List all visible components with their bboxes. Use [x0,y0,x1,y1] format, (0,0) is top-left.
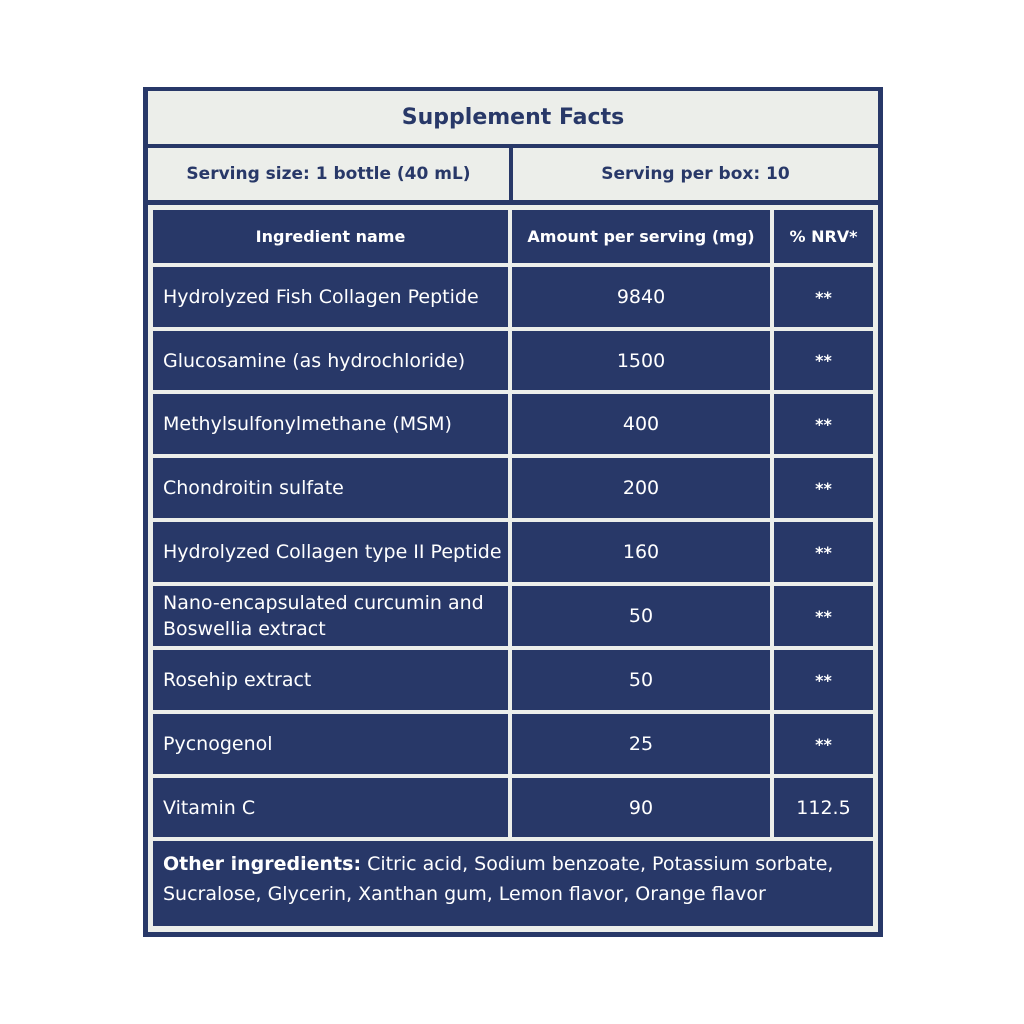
table-row-nrv: ** [774,714,873,774]
table-row-name: Vitamin C [153,778,508,837]
table-row-nrv: ** [774,522,873,582]
header-nrv: % NRV* [774,210,873,263]
table-row-amount: 9840 [512,267,770,327]
table-row-amount: 25 [512,714,770,774]
table-row-name: Hydrolyzed Collagen type II Peptide [153,522,508,582]
table-row-amount: 90 [512,778,770,837]
table-row-amount: 200 [512,458,770,518]
table-row-name: Hydrolyzed Fish Collagen Peptide [153,267,508,327]
table-row-name: Methylsulfonylmethane (MSM) [153,394,508,454]
other-ingredients-text: Citric acid, Sodium benzoate, Potassium sorbate, Sucralose, Glycerin, Xanthan gum, Lemon flavor, Orange flavor [163,853,834,905]
table-row-nrv: ** [774,331,873,390]
table-row-name: Chondroitin sulfate [153,458,508,518]
table-row-amount: 400 [512,394,770,454]
header-ingredient-name: Ingredient name [153,210,508,263]
header-amount: Amount per serving (mg) [512,210,770,263]
table-row-nrv: ** [774,458,873,518]
table-row-amount: 1500 [512,331,770,390]
table-row-amount: 160 [512,522,770,582]
table-row-amount: 50 [512,586,770,646]
table-row-amount: 50 [512,650,770,710]
table-row-nrv: ** [774,394,873,454]
table-row-name: Glucosamine (as hydrochloride) [153,331,508,390]
ingredients-table [148,205,878,932]
panel-title: Supplement Facts [148,91,878,144]
table-row-name: Nano-encapsulated curcumin and Boswellia extract [153,586,508,646]
supplement-facts-panel [143,87,883,937]
table-row-name: Rosehip extract [153,650,508,710]
serving-size: Serving size: 1 bottle (40 mL) [148,148,509,200]
table-row-nrv: 112.5 [774,778,873,837]
table-row-name: Pycnogenol [153,714,508,774]
other-ingredients [153,841,873,926]
table-row-nrv: ** [774,267,873,327]
other-ingredients-label: Other ingredients: [163,853,362,875]
table-row-nrv: ** [774,650,873,710]
table-row-nrv: ** [774,586,873,646]
servings-per-box: Serving per box: 10 [513,148,878,200]
